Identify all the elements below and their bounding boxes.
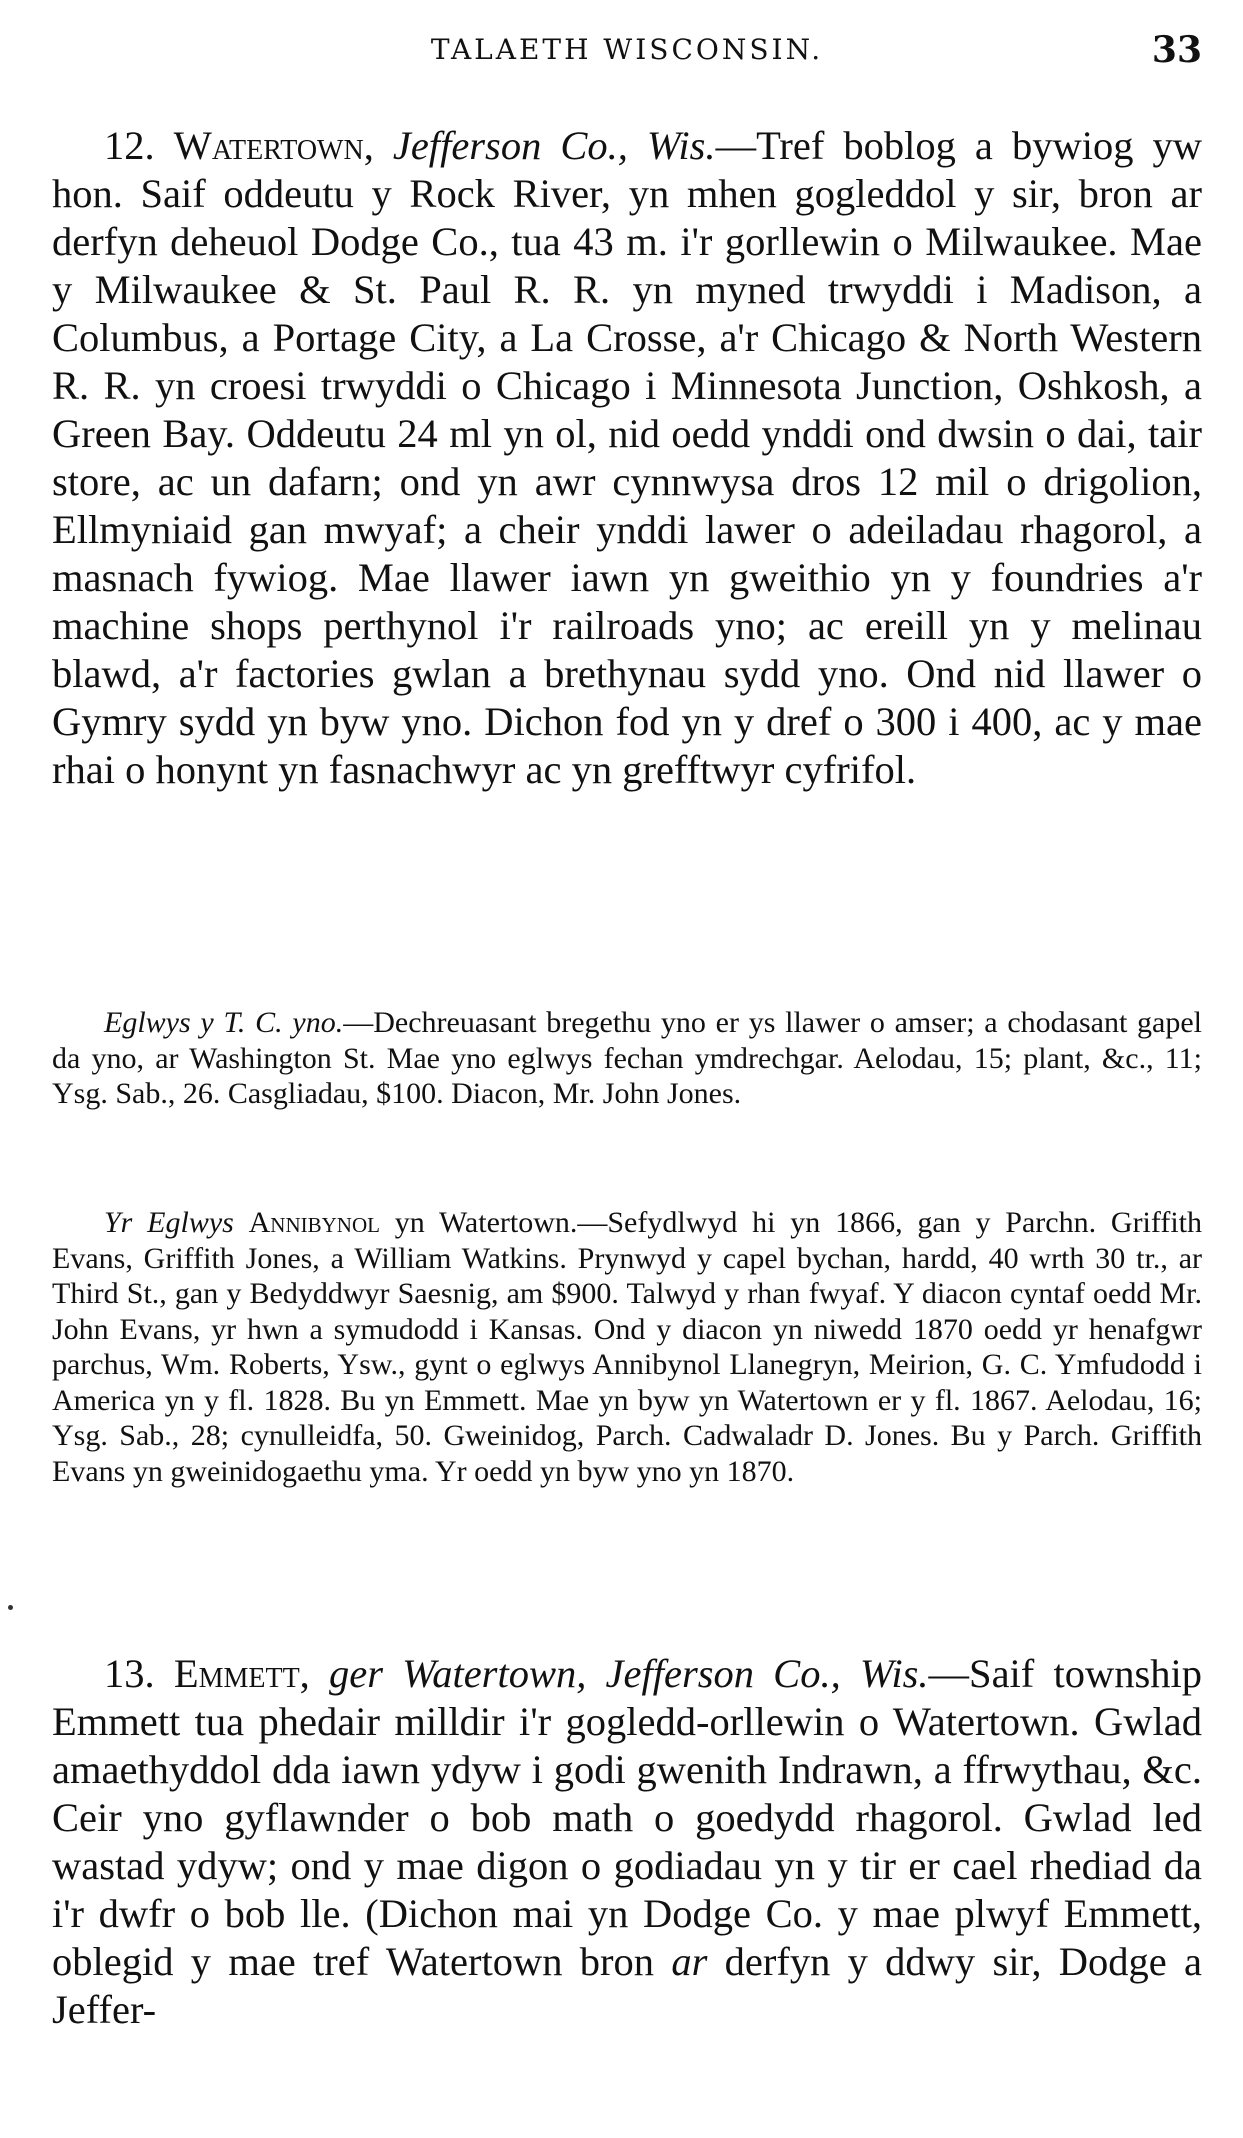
church-annibynol-paragraph [52,1205,1202,1489]
entry-place-name: Emmett [173,1651,300,1696]
entry-location: ger Watertown, Jefferson Co., Wis. [329,1651,929,1696]
church-tc-body: —Dechreuasant bregethu yno er ys llawer o amser; a chodasant gapel da yno, ar Washington St. Mae yno eglwys fechan ymdrechgar. Aelodau, 15; plant, &c., 11; Ysg. Sab., 26. Casgliadau, $100. Diacon, Mr. John Jones. [52,1006,1202,1110]
running-head [52,20,1202,80]
running-title: TALAETH WISCONSIN. [430,33,824,66]
page-number: 33 [1151,29,1202,71]
church-tc-heading: Eglwys y T. C. yno. [104,1006,344,1039]
entry-body: —Tref boblog a bywiog yw hon. Saif oddeutu y Rock River, yn mhen gogleddol y sir, bron ar derfyn deheuol Dodge Co., tua 43 m. i'r gorllewin o Milwaukee. Mae y Milwaukee & St. Paul R. R. yn myned trwyddi i Madison, a Columbus, a Portage City, a La Crosse, a'r Chicago & North Western R. R. yn croesi trwyddi o Chicago i Minnesota Junction, Oshkosh, a Green Bay. Oddeutu 24 ml yn ol, nid oedd ynddi ond dwsin o dai, tair store, ac un dafarn; ond yn awr cynnwysa dros 12 mil o drigolion, Ellmyniaid gan mwyaf; a cheir ynddi lawer o adeiladau rhagorol, a masnach fywiog. Mae llawer iawn yn gweithio yn y foundries a'r machine shops perthynol i'r railroads yno; ac ereill yn y melinau blawd, a'r factories gwlan a brethynau sydd yno. Ond nid llawer o Gymry sydd yn byw yno. Dichon fod yn y dref o 300 i 400, ac y mae rhai o honynt yn fasnachwyr ac yn grefftwyr cyfrifol. [52,123,1202,792]
entry-number: 12. [104,123,174,168]
margin-mark [8,1605,13,1610]
church-annibynol-heading-prefix: Yr Eglwys [104,1206,234,1239]
entry-place-name: Watertown [173,123,364,168]
entry-body: —Saif township Emmett tua phedair milldir i'r gogledd-orllewin o Watertown. Gwlad amaethyddol dda iawn ydyw i godi gwenith Indrawn, a ffrwythau, &c. Ceir yno gyflawnder o bob math o goedydd rhagorol. Gwlad led wastad ydyw; ond y mae digon o godiadau yn y tir er cael rhediad da i'r dwfr o bob lle. (Dichon mai yn Dodge Co. y mae plwyf Emmett, oblegid y mae tref Watertown bron [52,1651,1202,1984]
entry-number: 13. [104,1651,174,1696]
entry-emphasis: ar [671,1939,708,1984]
church-annibynol-body: yn Watertown.—Sefydlwyd hi yn 1866, gan y Parchn. Griffith Evans, Griffith Jones, a William Watkins. Prynwyd y capel bychan, hardd, 40 wrth 30 tr., ar Third St., gan y Bedyddwyr Saesnig, am $900. Talwyd y rhan fwyaf. Y diacon cyntaf oedd Mr. John Evans, yr hwn a symudodd i Kansas. Ond y diacon yn niwedd 1870 oedd yr henafgwr parchus, Wm. Roberts, Ysw., gynt o eglwys Annibynol Llanegryn, Meirion, G. C. Ymfudodd i America yn y fl. 1828. Bu yn Emmett. Mae yn byw yn Watertown er y fl. 1867. Aelodau, 16; Ysg. Sab., 28; cynulleidfa, 50. Gweinidog, Parch. Cadwaladr D. Jones. Bu y Parch. Griffith Evans yn gweinidogaethu yma. Yr oedd yn byw yno yn 1870. [52,1206,1202,1488]
entry-county: Jefferson Co., Wis. [392,123,716,168]
entry-emmett: 13. Emmett, ger Watertown, Jefferson Co., Wis.—Saif township Emmett tua phedair milldir i'r gogledd-orllewin o Watertown. Gwlad amaethyddol dda iawn ydyw i godi gwenith Indrawn, a ffrwythau, &c. Ceir yno gyflawnder o bob math o goedydd rhagorol. Gwlad led wastad ydyw; ond y mae digon o godiadau yn y tir er cael rhediad da i'r dwfr o bob lle. (Dichon mai yn Dodge Co. y mae plwyf Emmett, oblegid y mae tref Watertown bron ar derfyn y ddwy sir, Dodge a Jeffer- [52,1651,1202,2032]
entry-body-end: derfyn y ddwy sir, Dodge a Jeffer- [52,1939,1202,2032]
church-annibynol-heading: Annibynol [248,1206,380,1239]
entry-watertown: 12. Watertown, Jefferson Co., Wis.—Tref boblog a bywiog yw hon. Saif oddeutu y Rock River, yn mhen gogleddol y sir, bron ar derfyn deheuol Dodge Co., tua 43 m. i'r gorllewin o Milwaukee. Mae y Milwaukee & St. Paul R. R. yn myned trwyddi i Madison, a Columbus, a Portage City, a La Crosse, a'r Chicago & North Western R. R. yn croesi trwyddi o Chicago i Minnesota Junction, Oshkosh, a Green Bay. Oddeutu 24 ml yn ol, nid oedd ynddi ond dwsin o dai, tair store, ac un dafarn; ond yn awr cynnwysa dros 12 mil o drigolion, Ellmyniaid gan mwyaf; a cheir ynddi lawer o adeiladau rhagorol, a masnach fywiog. Mae llawer iawn yn gweithio yn y foundries a'r machine shops perthynol i'r railroads yno; ac ereill yn y melinau blawd, a'r factories gwlan a brethynau sydd yno. Ond nid llawer o Gymry sydd yn byw yno. Dichon fod yn y dref o 300 i 400, ac y mae rhai o honynt yn fasnachwyr ac yn grefftwyr cyfrifol. [52,123,1202,792]
church-tc-paragraph [52,1005,1202,1112]
